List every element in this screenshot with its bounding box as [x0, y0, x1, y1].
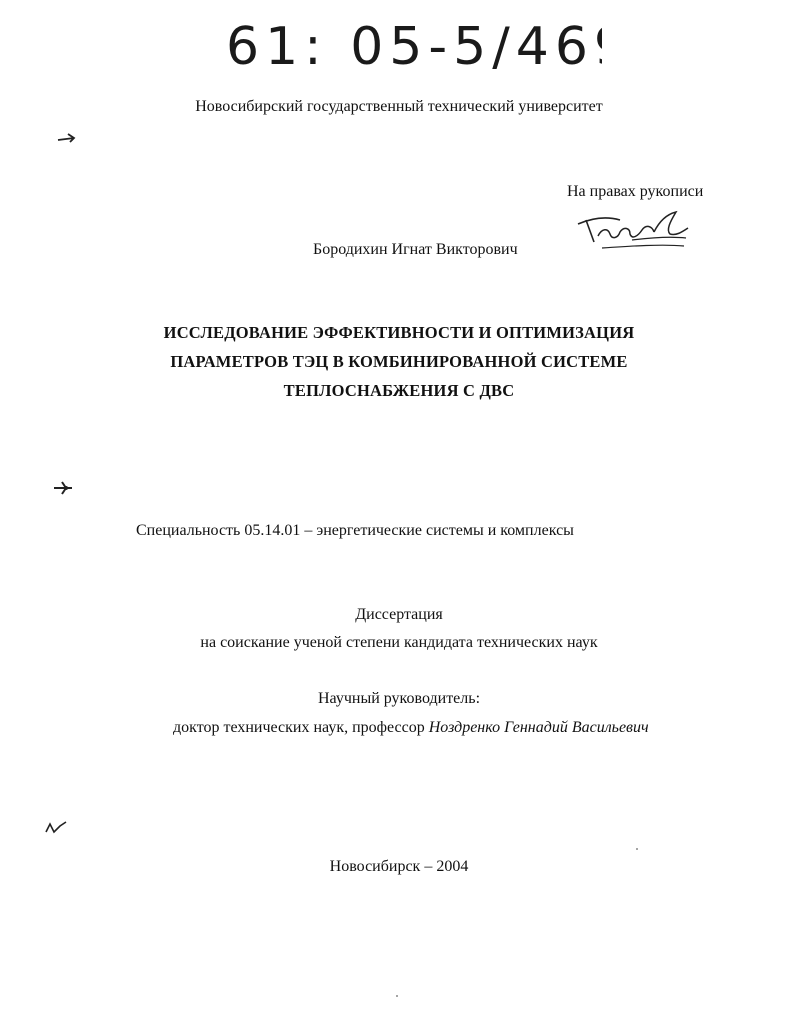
margin-mark-icon: [44, 820, 68, 836]
degree-line: на соискание ученой степени кандидата технических наук: [200, 634, 598, 651]
supervisor-title: доктор технических наук, профессор: [173, 719, 425, 736]
handwritten-archive-code: [222, 8, 602, 78]
dissertation-label: Диссертация: [355, 606, 443, 623]
dissertation-title-line-1: ИССЛЕДОВАНИЕ ЭФФЕКТИВНОСТИ И ОПТИМИЗАЦИЯ: [163, 323, 635, 342]
signature-icon: [572, 206, 692, 252]
supervisor-label: Научный руководитель:: [317, 690, 481, 707]
scan-speck: [396, 995, 398, 997]
supervisor-line: [173, 718, 649, 738]
scan-speck: [636, 848, 638, 850]
author-name: Бородихин Игнат Викторович: [313, 241, 518, 258]
specialty: Специальность 05.14.01 – энергетические системы и комплексы: [136, 522, 574, 539]
dissertation-title-line-2: ПАРАМЕТРОВ ТЭЦ В КОМБИНИРОВАННОЙ СИСТЕМЕ: [170, 352, 628, 371]
city-year: Новосибирск – 2004: [329, 858, 469, 875]
margin-mark-icon: [52, 480, 76, 496]
margin-mark-icon: [56, 130, 80, 146]
signature-image: [572, 206, 692, 252]
manuscript-rights: На правах рукописи: [567, 183, 704, 200]
supervisor-name: Ноздренко Геннадий Васильевич: [428, 719, 649, 736]
university-name: Новосибирский государственный технический университет: [195, 98, 603, 115]
archive-code-text: 61: 05-5/469: [226, 17, 602, 77]
archive-code-graphic: [222, 8, 602, 78]
dissertation-title-line-3: ТЕПЛОСНАБЖЕНИЯ С ДВС: [283, 381, 515, 400]
